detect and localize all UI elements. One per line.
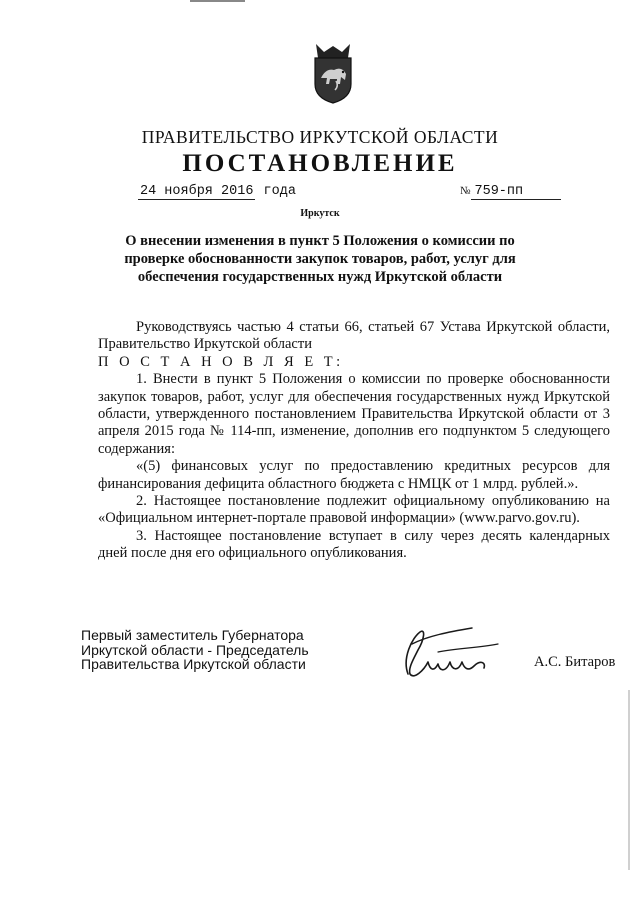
document-type-title: ПОСТАНОВЛЕНИЕ [182,150,458,177]
date-value: 24 ноября 2016 [140,184,254,199]
document-subject: О внесении изменения в пункт 5 Положения о комиссии по проверке обоснованности закупок товаров, работ, услуг для обеспечения государственных нужд Иркутской области [124,233,516,285]
number-value: 759-пп [471,184,561,200]
item-1-paragraph: 1. Внести в пункт 5 Положения о комиссии по проверке обоснованности закупок товаров, работ, услуг для обеспечения государственных нужд Иркутской области, утвержденного постановлением Правительства Иркутской области от 3 апреля 2015 года № 114-пп, изменение, дополнив его подпунктом 5 следующего содержания: [98,371,610,457]
coat-of-arms-icon [312,44,354,104]
handwritten-signature [398,622,508,684]
signer-position-line-3: Правительства Иркутской области [81,656,306,672]
number-sign: № [460,185,471,197]
document-date [138,184,296,199]
signer-position-line-1: Первый заместитель Губернатора [81,627,304,643]
decree-word: П О С Т А Н О В Л Я Е Т: [98,353,344,370]
document-body [98,319,610,563]
organization-name: ПРАВИТЕЛЬСТВО ИРКУТСКОЙ ОБЛАСТИ [141,127,499,147]
city-name: Иркутск [300,208,340,219]
item-1-quote: «(5) финансовых услуг по предоставлению кредитных ресурсов для финансирования дефицита областного бюджета с НМЦК от 1 млрд. рублей.». [98,458,610,492]
item-3-paragraph: 3. Настоящее постановление вступает в силу через десять календарных дней после дня его официального опубликования. [98,527,610,562]
document-number [460,184,562,200]
signer-name: А.С. Битаров [534,654,616,670]
date-suffix: года [263,184,296,199]
scan-edge-shadow [628,690,630,870]
intro-paragraph: Руководствуясь частью 4 статьи 66, статьей 67 Устава Иркутской области, Правительство Иркутской области [98,319,610,353]
signer-position-line-2: Иркутской области - Председатель [81,641,309,658]
signer-position [81,628,309,672]
item-2-paragraph: 2. Настоящее постановление подлежит официальному опубликованию на «Официальном интернет-портале правовой информации» (www.parvo.gov.ru). [98,493,610,527]
scan-top-mark [190,0,245,2]
